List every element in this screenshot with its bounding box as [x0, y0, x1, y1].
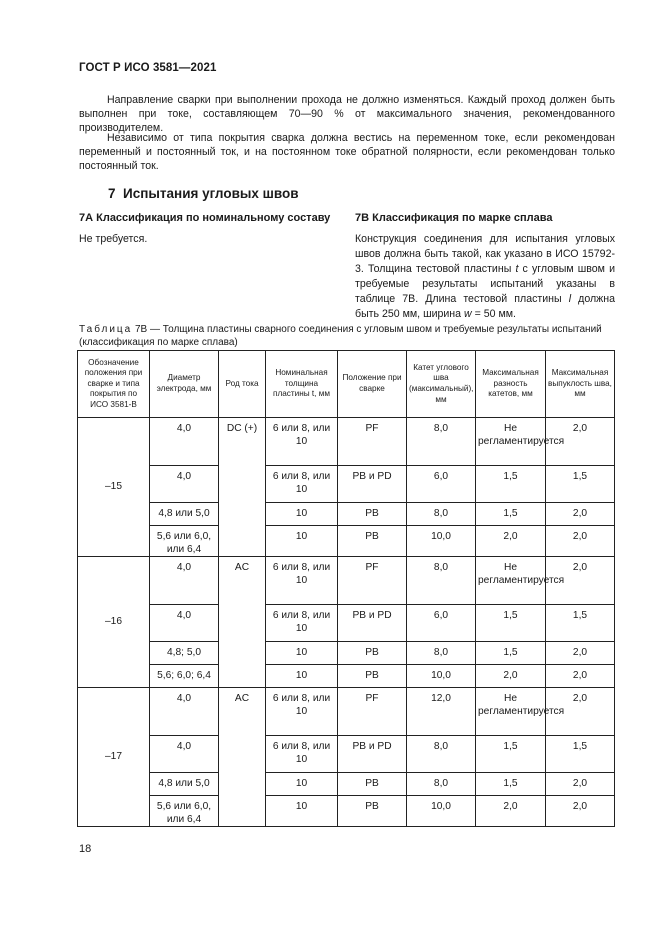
paragraph-welding-direction: Направление сварки при выполнении прохода не должно изменяться. Каждый проход должен быть выполнен при токе, составляющем 70—90 % от максимального значения, рекомендованного производителем.: [79, 94, 615, 134]
cell-designation: –17: [78, 688, 150, 827]
cell-leg: 8,0: [407, 736, 476, 773]
cell-leg: 6,0: [407, 466, 476, 503]
cell-diameter: 4,8; 5,0: [150, 642, 219, 665]
cell-convexity: 2,0: [546, 665, 615, 688]
cell-thickness: 6 или 8, или 10: [266, 466, 338, 503]
subsection-7b-text: Конструкция соединения для испытания угловых швов должна быть такой, как указано в ИСО 15792-3. Толщина тестовой пластины t с угловым швом и требуемые результаты испытаний указаны в таблице 7В. Длина тестовой пластины l должна быть 250 мм, ширина w = 50 мм.: [355, 233, 615, 320]
cell-thickness: 6 или 8, или 10: [266, 736, 338, 773]
section-heading: [108, 186, 299, 201]
cell-leg-diff: 2,0: [476, 526, 546, 557]
cell-convexity: 2,0: [546, 773, 615, 796]
cell-leg-diff: 1,5: [476, 503, 546, 526]
cell-leg-diff: 1,5: [476, 466, 546, 503]
cell-diameter: 4,0: [150, 688, 219, 736]
cell-diameter: 5,6 или 6,0, или 6,4: [150, 796, 219, 827]
cell-convexity: 2,0: [546, 796, 615, 827]
table-row: [78, 557, 615, 605]
cell-designation: –16: [78, 557, 150, 688]
cell-current-type: AC: [219, 688, 266, 827]
cell-thickness: 6 или 8, или 10: [266, 557, 338, 605]
cell-diameter: 4,0: [150, 605, 219, 642]
header-convexity: Максимальная выпуклость шва, мм: [546, 351, 615, 418]
cell-leg: 8,0: [407, 557, 476, 605]
cell-thickness: 10: [266, 503, 338, 526]
cell-convexity: 2,0: [546, 557, 615, 605]
table-row: [78, 796, 615, 827]
cell-leg: 10,0: [407, 665, 476, 688]
cell-leg-diff: 1,5: [476, 773, 546, 796]
cell-convexity: 2,0: [546, 688, 615, 736]
table-row: [78, 665, 615, 688]
cell-diameter: 4,0: [150, 466, 219, 503]
cell-current-type: DC (+): [219, 418, 266, 557]
cell-thickness: 6 или 8, или 10: [266, 688, 338, 736]
table-row: [78, 503, 615, 526]
cell-leg-diff: Не регламентируется: [476, 418, 546, 466]
cell-position: PB и PD: [338, 605, 407, 642]
cell-position: PB: [338, 642, 407, 665]
cell-leg-diff: Не регламентируется: [476, 557, 546, 605]
table-row: [78, 688, 615, 736]
table-row: [78, 642, 615, 665]
cell-diameter: 4,0: [150, 418, 219, 466]
cell-leg-diff: 1,5: [476, 736, 546, 773]
document-header: ГОСТ Р ИСО 3581—2021: [79, 62, 217, 74]
cell-position: PF: [338, 557, 407, 605]
cell-thickness: 10: [266, 642, 338, 665]
weld-test-table: [77, 350, 615, 827]
table-body: [78, 418, 615, 827]
subsection-7b-heading: 7В Классификация по марке сплава: [355, 212, 553, 224]
table-row: [78, 736, 615, 773]
cell-diameter: 4,0: [150, 736, 219, 773]
cell-leg-diff: Не регламентируется: [476, 688, 546, 736]
header-diameter: Диаметр электрода, мм: [150, 351, 219, 418]
cell-position: PB: [338, 526, 407, 557]
subsection-7a-heading: 7А Классификация по номинальному составу: [79, 212, 331, 224]
cell-diameter: 5,6; 6,0; 6,4: [150, 665, 219, 688]
cell-convexity: 1,5: [546, 466, 615, 503]
cell-thickness: 6 или 8, или 10: [266, 605, 338, 642]
cell-thickness: 10: [266, 665, 338, 688]
cell-designation: –15: [78, 418, 150, 557]
section-number: 7: [108, 186, 116, 201]
cell-thickness: 10: [266, 796, 338, 827]
table-row: [78, 466, 615, 503]
cell-diameter: 4,0: [150, 557, 219, 605]
cell-leg: 8,0: [407, 418, 476, 466]
cell-position: PB: [338, 796, 407, 827]
cell-position: PF: [338, 688, 407, 736]
table-caption: Таблица 7В — Толщина пластины сварного соединения с угловым швом и требуемые результаты испытаний (классификация по марке сплава): [79, 324, 602, 348]
cell-position: PB и PD: [338, 466, 407, 503]
cell-position: PB: [338, 665, 407, 688]
cell-leg-diff: 2,0: [476, 665, 546, 688]
table-header-row: [78, 351, 615, 418]
cell-leg: 8,0: [407, 503, 476, 526]
paragraph-current-type: Независимо от типа покрытия сварка должна вестись на переменном токе, если рекомендован переменный и постоянный ток, и на постоянном токе обратной полярности, если рекомендован только постоянный ток.: [79, 132, 615, 172]
cell-diameter: 4,8 или 5,0: [150, 503, 219, 526]
cell-leg: 10,0: [407, 526, 476, 557]
header-designation: Обозначение положения при сварке и типа покрытия по ИСО 3581-В: [78, 351, 150, 418]
table-row: [78, 526, 615, 557]
page-number: 18: [79, 843, 92, 855]
header-leg-diff: Максимальная разность катетов, мм: [476, 351, 546, 418]
cell-leg: 12,0: [407, 688, 476, 736]
cell-leg: 8,0: [407, 773, 476, 796]
cell-position: PB и PD: [338, 736, 407, 773]
cell-position: PB: [338, 773, 407, 796]
section-title: Испытания угловых швов: [123, 186, 299, 201]
header-thickness: Номинальная толщина пластины t, мм: [266, 351, 338, 418]
cell-thickness: 10: [266, 526, 338, 557]
cell-leg-diff: 1,5: [476, 642, 546, 665]
cell-position: PF: [338, 418, 407, 466]
cell-convexity: 2,0: [546, 503, 615, 526]
header-position: Положение при сварке: [338, 351, 407, 418]
cell-diameter: 4,8 или 5,0: [150, 773, 219, 796]
table-row: [78, 605, 615, 642]
cell-convexity: 2,0: [546, 526, 615, 557]
cell-thickness: 10: [266, 773, 338, 796]
header-current: Род тока: [219, 351, 266, 418]
table-row: [78, 773, 615, 796]
table-row: [78, 418, 615, 466]
cell-leg: 8,0: [407, 642, 476, 665]
subsection-7a-text: Не требуется.: [79, 233, 148, 245]
cell-leg-diff: 1,5: [476, 605, 546, 642]
cell-convexity: 2,0: [546, 418, 615, 466]
cell-leg-diff: 2,0: [476, 796, 546, 827]
cell-leg: 6,0: [407, 605, 476, 642]
cell-convexity: 1,5: [546, 605, 615, 642]
cell-convexity: 1,5: [546, 736, 615, 773]
cell-current-type: AC: [219, 557, 266, 688]
cell-position: PB: [338, 503, 407, 526]
cell-diameter: 5,6 или 6,0, или 6,4: [150, 526, 219, 557]
cell-leg: 10,0: [407, 796, 476, 827]
header-leg: Катет углового шва (максимальный), мм: [407, 351, 476, 418]
cell-thickness: 6 или 8, или 10: [266, 418, 338, 466]
cell-convexity: 2,0: [546, 642, 615, 665]
